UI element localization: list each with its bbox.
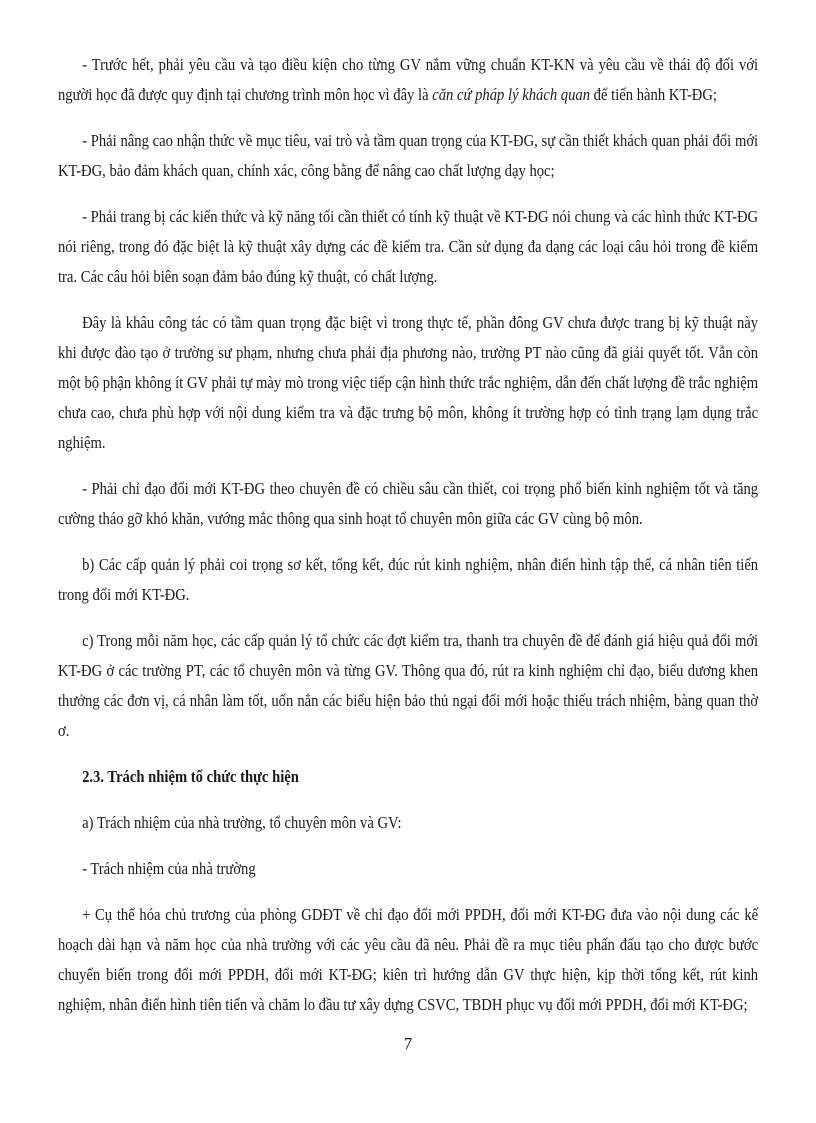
paragraph-3: - Phải trang bị các kiến thức và kỹ năng tối cần thiết có tính kỹ thuật về KT-ĐG nói chung và các hình thức KT-ĐG nói riêng, trong đó đặc biệt là kỹ thuật xây dựng các đề kiểm tra. Cần sử dụng đa dạng các loại câu hỏi trong đề kiểm tra. Các câu hỏi biên soạn đảm bảo đúng kỹ thuật, có chất lượng.	[58, 207, 759, 286]
paragraph-9: - Trách nhiệm của nhà trường	[82, 859, 256, 878]
paragraph-5: - Phải chỉ đạo đổi mới KT-ĐG theo chuyên đề có chiều sâu cần thiết, coi trọng phổ biến kinh nghiệm tốt và tăng cường tháo gỡ khó khăn, vướng mắc thông qua sinh hoạt tổ chuyên môn giữa các GV cùng bộ môn.	[58, 479, 759, 528]
paragraph-1-emphasis: căn cứ pháp lý khách quan	[432, 85, 591, 104]
section-heading: 2.3. Trách nhiệm tổ chức thực hiện	[82, 767, 299, 786]
paragraph-7: c) Trong mỗi năm học, các cấp quản lý tổ chức các đợt kiểm tra, thanh tra chuyên đề để đánh giá hiệu quả đổi mới KT-ĐG ở các trường PT, các tổ chuyên môn và từng GV. Thông qua đó, rút ra kinh nghiệm chỉ đạo, biểu dương khen thưởng các đơn vị, cá nhân làm tốt, uốn nắn các biểu hiện bảo thủ ngại đổi mới hoặc thiếu trách nhiệm, bàng quan thờ ơ.	[58, 631, 759, 740]
paragraph-1-text-end: để tiến hành KT-ĐG;	[590, 85, 717, 104]
paragraph-1-text-start: - Trước hết, phải yêu cầu và tạo điều kiện cho từng GV nắm vững chuẩn KT-KN và yêu cầu về thái độ đối với người học đã được quy định tại chương trình môn học vì đây là	[58, 55, 759, 104]
paragraph-1	[58, 50, 758, 110]
page-number: 7	[403, 1034, 413, 1053]
paragraph-2: - Phải nâng cao nhận thức về mục tiêu, vai trò và tầm quan trọng của KT-ĐG, sự cần thiết khách quan phải đổi mới KT-ĐG, bảo đảm khách quan, chính xác, công bằng để nâng cao chất lượng dạy học;	[58, 131, 759, 180]
paragraph-4: Đây là khâu công tác có tầm quan trọng đặc biệt vì trong thực tế, phần đông GV chưa được trang bị kỹ thuật này khi được đào tạo ở trường sư phạm, nhưng chưa phải địa phương nào, trường PT nào cũng đã giải quyết tốt. Vẫn còn một bộ phận không ít GV phải tự mày mò trong việc tiếp cận hình thức trắc nghiệm, dẫn đến chất lượng đề trắc nghiệm chưa cao, chưa phù hợp với nội dung kiểm tra và đặc trưng bộ môn, không ít trường hợp có tình trạng lạm dụng trắc nghiệm.	[58, 313, 759, 452]
paragraph-8: a) Trách nhiệm của nhà trường, tổ chuyên môn và GV:	[82, 813, 402, 832]
paragraph-10: + Cụ thể hóa chủ trương của phòng GDĐT về chỉ đạo đổi mới PPDH, đổi mới KT-ĐG đưa vào nội dung các kế hoạch dài hạn và năm học của nhà trường với các yêu cầu đã nêu. Phải đề ra mục tiêu phấn đấu tạo cho được bước chuyển biến trong đổi mới PPDH, đổi mới KT-ĐG; kiên trì hướng dẫn GV thực hiện, kịp thời tổng kết, rút kinh nghiệm, nhân điển hình tiên tiến và chăm lo đầu tư xây dựng CSVC, TBDH phục vụ đổi mới PPDH, đổi mới KT-ĐG;	[58, 905, 759, 1014]
paragraph-6: b) Các cấp quản lý phải coi trọng sơ kết, tổng kết, đúc rút kinh nghiệm, nhân điển hình tập thể, cá nhân tiên tiến trong đổi mới KT-ĐG.	[58, 555, 759, 604]
